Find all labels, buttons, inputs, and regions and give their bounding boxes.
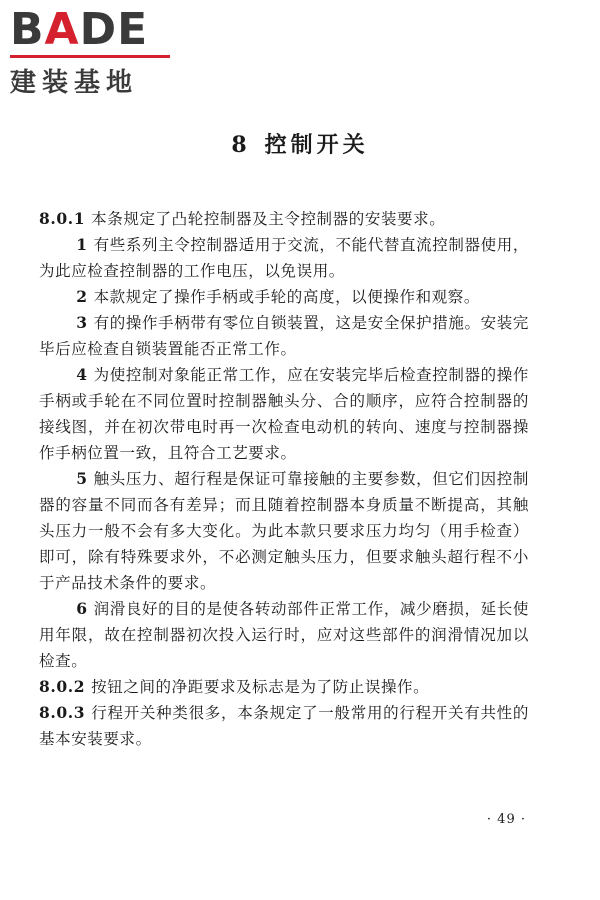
item-4 [39, 362, 529, 466]
logo-letters-de: DE [79, 4, 149, 55]
logo-chinese-text: 建装基地 [10, 68, 139, 98]
logo-letter-b: B [10, 4, 45, 55]
clause-text: 行程开关种类很多，本条规定了一般常用的行程开关有共性的基本安装要求。 [39, 704, 529, 748]
clause-8-0-3 [39, 700, 529, 752]
item-text: 为使控制对象能正常工作，应在安装完毕后检查控制器的操作手柄或手轮在不同位置时控制器触头分、合的顺序，应符合控制器的接线图，并在初次带电时再一次检查电动机的转向、速度与控制器操作手柄位置一致，且符合工艺要求。 [39, 366, 529, 462]
clause-8-0-1 [39, 206, 529, 232]
clause-number: 8.0.1 [39, 209, 86, 228]
item-text: 触头压力、超行程是保证可靠接触的主要参数，但它们因控制器的容量不同而各有差异；而且随着控制器本身质量不断提高，其触头压力一般不会有多大变化。为此本款只要求压力均匀（用手检查）即可，除有特殊要求外，不必测定触头压力，但要求触头超行程不小于产品技术条件的要求。 [39, 470, 529, 592]
item-1 [39, 232, 529, 284]
item-number: 6 [76, 599, 88, 618]
item-text: 有些系列主令控制器适用于交流，不能代替直流控制器使用，为此应检查控制器的工作电压，以免误用。 [39, 236, 529, 280]
item-5 [39, 466, 529, 596]
item-number: 3 [76, 313, 88, 332]
clause-number: 8.0.2 [39, 677, 86, 696]
item-text: 润滑良好的目的是使各转动部件正常工作，减少磨损，延长使用年限，故在控制器初次投入运行时，应对这些部件的润滑情况加以检查。 [39, 600, 529, 670]
item-2 [39, 284, 529, 310]
chapter-heading [0, 128, 600, 159]
item-6 [39, 596, 529, 674]
clause-text: 本条规定了凸轮控制器及主令控制器的安装要求。 [91, 210, 446, 228]
logo-letter-a: A [44, 4, 80, 55]
document-body [39, 206, 529, 752]
page-number: · 49 · [486, 812, 526, 827]
clause-text: 按钮之间的净距要求及标志是为了防止误操作。 [91, 678, 430, 696]
clause-8-0-2 [39, 674, 529, 700]
clause-number: 8.0.3 [39, 703, 86, 722]
item-text: 本款规定了操作手柄或手轮的高度，以便操作和观察。 [93, 288, 480, 306]
item-text: 有的操作手柄带有零位自锁装置，这是安全保护措施。安装完毕后应检查自锁装置能否正常工作。 [39, 314, 529, 358]
bade-logo [10, 6, 180, 99]
chapter-number: 8 [231, 132, 251, 158]
item-number: 2 [76, 287, 88, 306]
item-number: 4 [76, 365, 88, 384]
item-number: 5 [76, 469, 88, 488]
item-3 [39, 310, 529, 362]
chapter-title: 控制开关 [264, 132, 369, 158]
logo-wordmark [10, 6, 180, 54]
item-number: 1 [76, 235, 88, 254]
logo-rule [10, 55, 170, 58]
